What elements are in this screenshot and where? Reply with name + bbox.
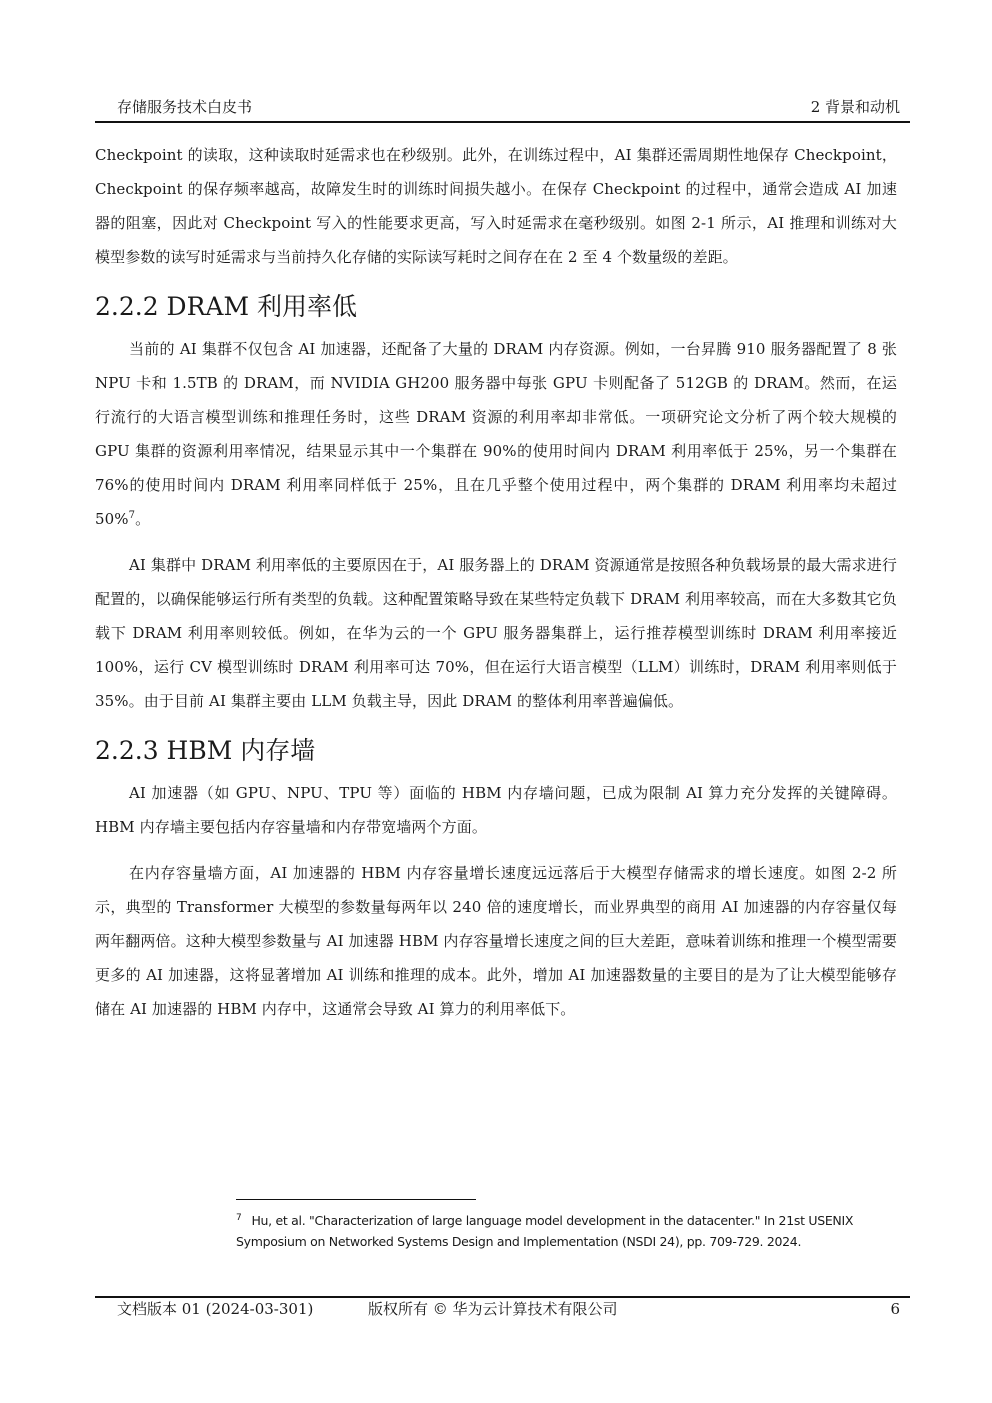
footnote-divider: [236, 1199, 476, 1200]
section-heading-2-2-3: 2.2.3 HBM 内存墙: [95, 736, 316, 765]
paragraph-dram-resources-end: 。: [135, 510, 151, 528]
paragraph-checkpoint: Checkpoint 的读取，这种读取时延需求也在秒级别。此外，在训练过程中，AI 集群还需周期性地保存 Checkpoint，Checkpoint 的保存频率越高，故障发生时的训练时间损失越小。在保存 Checkpoint 的过程中，通常会造成 AI 加速器的阻塞，因此对 Checkpoint 写入的性能要求更高，写入时延需求在毫秒级别。如图 2-1 所示，AI 推理和训练对大模型参数的读写时延需求与当前持久化存储的实际读写耗时之间存在在 2 至 4 个数量级的差距。: [95, 146, 897, 266]
header-doc-title: 存储服务技术白皮书: [117, 98, 253, 116]
footnote-reference-7[interactable]: 7: [128, 510, 136, 521]
section-heading-2-2-2: 2.2.2 DRAM 利用率低: [95, 292, 358, 321]
footnote-text: Hu, et al. "Characterization of large language model development in the datacenter." In 21st USENIX Symposium on Networked Systems Design and Implementation (NSDI 24), pp. 709-729. 2024.: [236, 1213, 854, 1249]
page-footer: [95, 1298, 910, 1322]
header-chapter: 2 背景和动机: [810, 98, 900, 116]
footnote-number: 7: [236, 1212, 242, 1223]
footer-version: 文档版本 01 (2024-03-301): [117, 1300, 314, 1318]
page-header: [95, 96, 910, 120]
paragraph-dram-resources: [95, 332, 897, 536]
paragraph-capacity-wall: 在内存容量墙方面，AI 加速器的 HBM 内存容量增长速度远远落后于大模型存储需求的增长速度。如图 2-2 所示，典型的 Transformer 大模型的参数量每两年以 240 倍的速度增长，而业界典型的商用 AI 加速器的内存容量仅每两年翻两倍。这种大模型参数量与 AI 加速器 HBM 内存容量增长速度之间的巨大差距，意味着训练和推理一个模型需要更多的 AI 加速器，这将显著增加 AI 训练和推理的成本。此外，增加 AI 加速器数量的主要目的是为了让大模型能够存储在 AI 加速器的 HBM 内存中，这通常会导致 AI 算力的利用率低下。: [95, 864, 897, 1018]
footnote: [236, 1210, 896, 1252]
paragraph-dram-causes: AI 集群中 DRAM 利用率低的主要原因在于，AI 服务器上的 DRAM 资源通常是按照各种负载场景的最大需求进行配置的，以确保能够运行所有类型的负载。这种配置策略导致在某些特定负载下 DRAM 利用率较高，而在大多数其它负载下 DRAM 利用率则较低。例如，在华为云的一个 GPU 服务器集群上，运行推荐模型训练时 DRAM 利用率接近 100%，运行 CV 模型训练时 DRAM 利用率可达 70%，但在运行大语言模型（LLM）训练时，DRAM 利用率则低于 35%。由于目前 AI 集群主要由 LLM 负载主导，因此 DRAM 的整体利用率普遍偏低。: [95, 556, 897, 710]
page-body: [95, 138, 897, 1026]
header-divider: [95, 121, 910, 123]
paragraph-dram-resources-text: 当前的 AI 集群不仅包含 AI 加速器，还配备了大量的 DRAM 内存资源。例如，一台昇腾 910 服务器配置了 8 张 NPU 卡和 1.5TB 的 DRAM，而 NVIDIA GH200 服务器中每张 GPU 卡则配备了 512GB 的 DRAM。然而，在运行流行的大语言模型训练和推理任务时，这些 DRAM 资源的利用率却非常低。一项研究论文分析了两个较大规模的 GPU 集群的资源利用率情况，结果显示其中一个集群在 90%的使用时间内 DRAM 利用率低于 25%，另一个集群在 76%的使用时间内 DRAM 利用率同样低于 25%，且在几乎整个使用过程中，两个集群的 DRAM 利用率均未超过 50%: [95, 340, 897, 528]
paragraph-hbm-wall: AI 加速器（如 GPU、NPU、TPU 等）面临的 HBM 内存墙问题，已成为限制 AI 算力充分发挥的关键障碍。HBM 内存墙主要包括内存容量墙和内存带宽墙两个方面。: [95, 784, 897, 836]
footer-page-number: 6: [890, 1300, 900, 1318]
footer-copyright: 版权所有 © 华为云计算技术有限公司: [368, 1300, 618, 1318]
